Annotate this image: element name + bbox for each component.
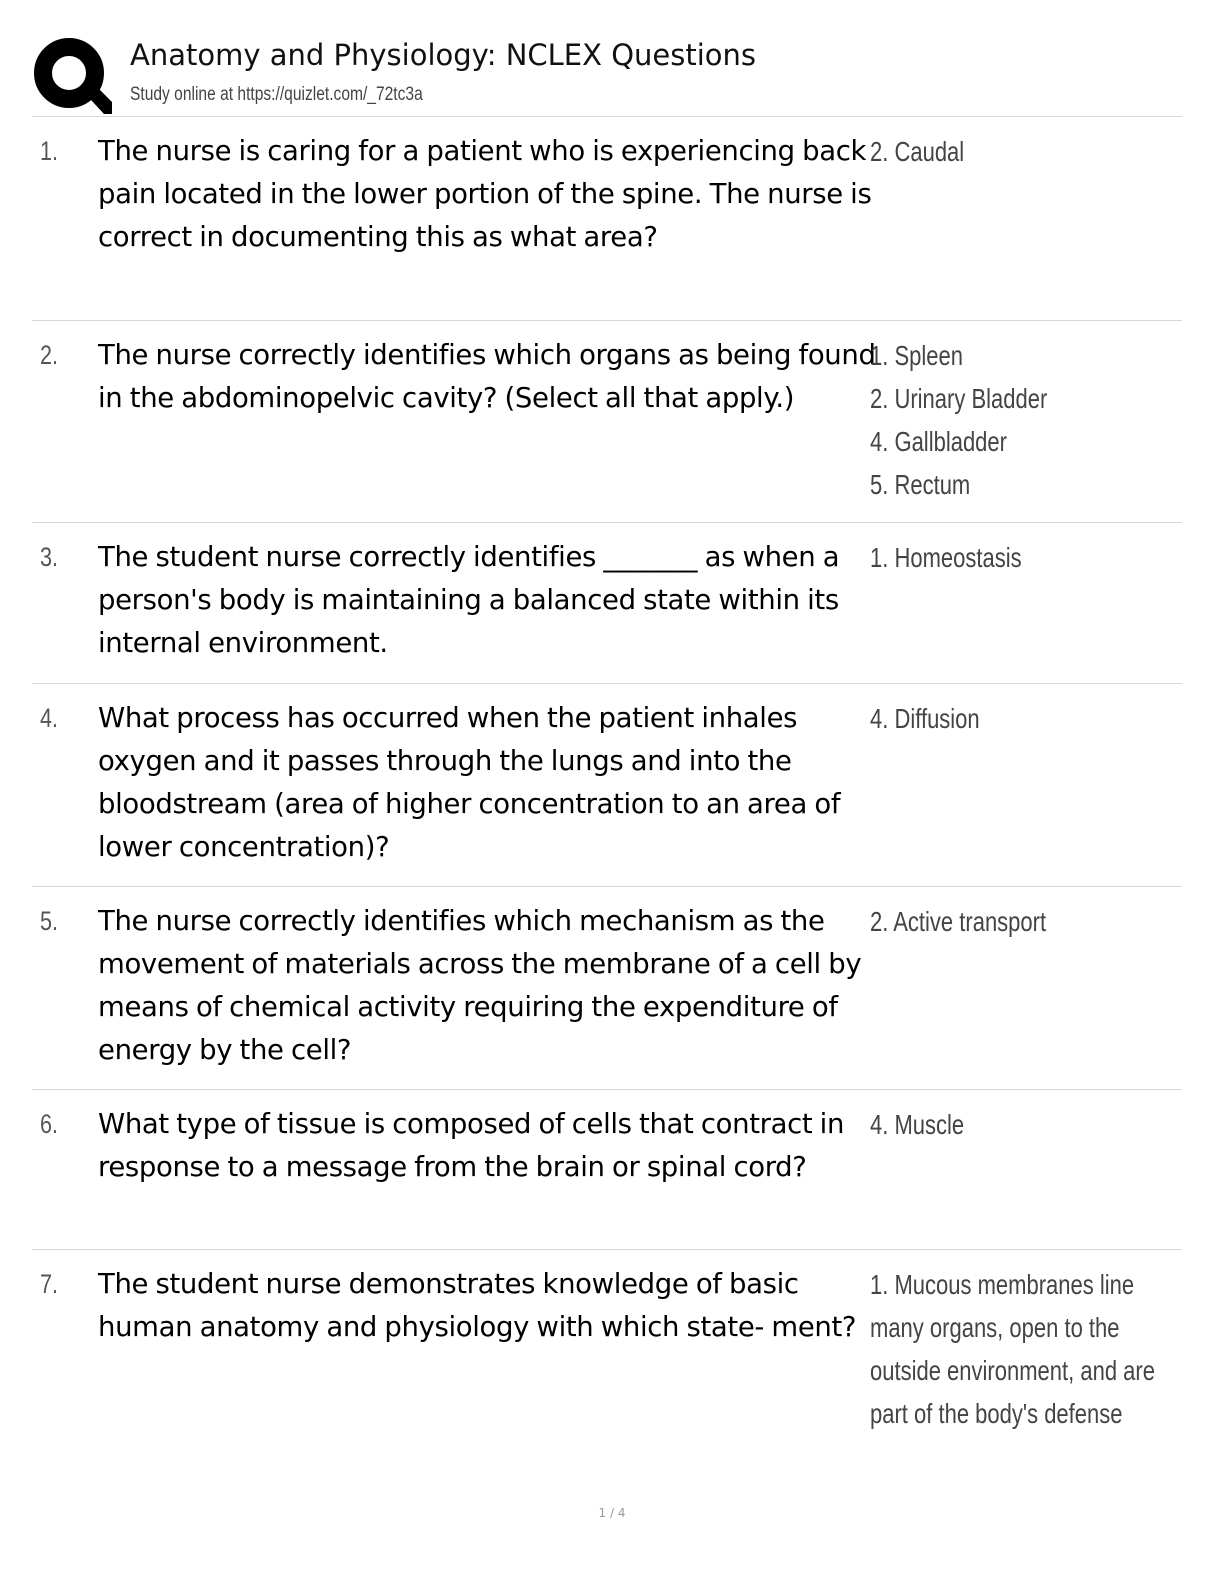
answer-block — [870, 900, 1170, 943]
question-text: The nurse correctly identifies which mechanism as the movement of materials across the membrane of a cell by means of chemical activity requiring the expenditure of energy by the cell? — [98, 905, 862, 1066]
question-text: The student nurse demonstrates knowledge of basic human anatomy and physiology with which state- ment? — [98, 1268, 857, 1343]
question-number: 5. — [40, 906, 59, 936]
page-number: 1 / 4 — [598, 1506, 626, 1520]
divider — [32, 886, 1182, 887]
page-title: Anatomy and Physiology: NCLEX Questions — [130, 38, 757, 72]
question-number: 7. — [40, 1269, 59, 1299]
divider — [32, 320, 1182, 321]
divider — [32, 683, 1182, 684]
question-text: What process has occurred when the patient inhales oxygen and it passes through the lungs and into the bloodstream (area of higher concentration to an area of lower concentration)? — [98, 702, 841, 863]
answer-block — [870, 697, 1170, 740]
answer-line: 1. Mucous membranes line — [870, 1269, 1135, 1300]
answer-line: 4. Muscle — [870, 1109, 965, 1140]
divider — [32, 1249, 1182, 1250]
answer-block — [870, 1103, 1170, 1146]
question-number: 4. — [40, 703, 59, 733]
answer-block — [870, 536, 1170, 579]
quizlet-logo-icon — [32, 36, 112, 116]
question-number: 3. — [40, 542, 59, 572]
answer-block — [870, 130, 1170, 173]
answer-line: 1. Homeostasis — [870, 542, 1022, 573]
answer-line: 1. Spleen — [870, 340, 963, 371]
answer-line: part of the body's defense — [870, 1398, 1123, 1429]
question-number: 1. — [40, 136, 59, 166]
answer-line: outside environment, and are — [870, 1355, 1155, 1386]
question-number: 2. — [40, 340, 59, 370]
question-text: The nurse correctly identifies which organs as being found in the abdominopelvic cavity? (Select all that apply.) — [98, 339, 876, 414]
study-online-link[interactable]: Study online at https://quizlet.com/_72tc3a — [130, 84, 423, 105]
answer-block — [870, 334, 1170, 506]
question-text: What type of tissue is composed of cells that contract in response to a message from the brain or spinal cord? — [98, 1108, 845, 1183]
divider — [32, 1089, 1182, 1090]
answer-line: many organs, open to the — [870, 1312, 1120, 1343]
answer-line: 2. Caudal — [870, 136, 965, 167]
answer-line: 4. Diffusion — [870, 703, 980, 734]
answer-line: 2. Active transport — [870, 906, 1047, 937]
document-header — [32, 32, 1182, 116]
answer-line: 4. Gallbladder — [870, 426, 1007, 457]
divider — [32, 522, 1182, 523]
question-text: The student nurse correctly identifies _______ as when a person's body is maintaining a balanced state within its internal environment. — [98, 541, 840, 659]
answer-line: 2. Urinary Bladder — [870, 383, 1048, 414]
divider — [32, 116, 1182, 117]
answer-line: 5. Rectum — [870, 469, 971, 500]
question-number: 6. — [40, 1109, 59, 1139]
answer-block — [870, 1263, 1170, 1435]
question-text: The nurse is caring for a patient who is experiencing back pain located in the lower portion of the spine. The nurse is correct in documenting this as what area? — [98, 135, 872, 253]
